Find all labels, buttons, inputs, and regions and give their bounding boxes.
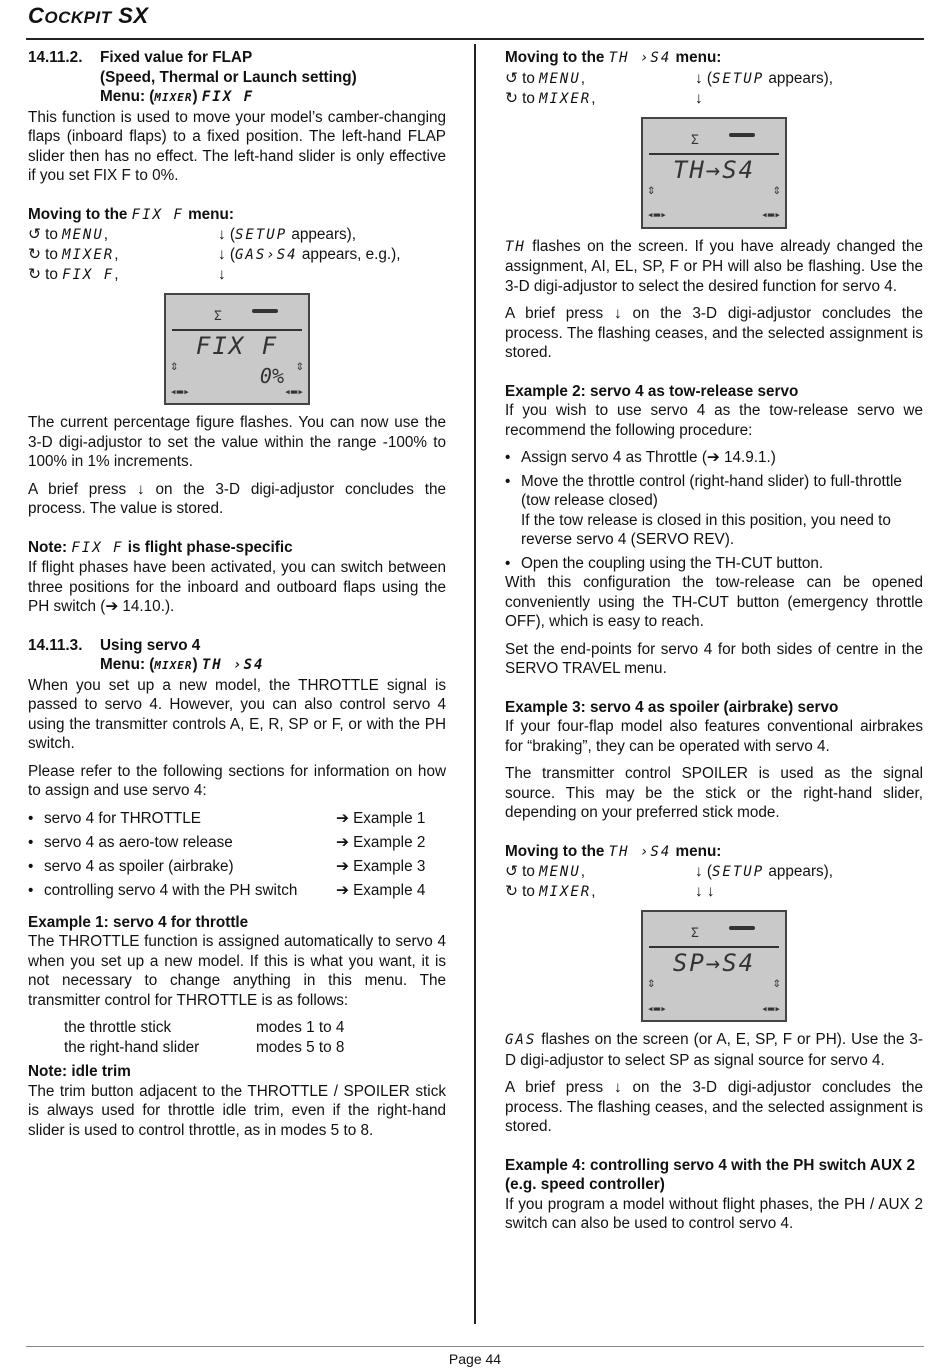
menu-code: FIX F [71,539,124,556]
trim-right-icon: ⇕ [295,358,304,374]
sigma-icon: Σ [691,926,699,941]
down-arrow-icon: ↓ ( [218,246,235,263]
section-heading-14-11-2 [28,48,446,68]
menu-code: TH ›S4 [608,50,672,66]
trim-left-icon: ⇕ [170,358,179,374]
lcd-code: MENU [539,864,581,880]
right-column [505,48,923,1234]
section-menu-line [28,655,446,676]
paragraph: With this configuration the tow-release can be opened conveniently using the TH-CUT button (emergency throttle OFF), which is easy to reach. [505,574,923,630]
note-rest: is flight phase-specific [123,538,293,556]
nav-step [505,862,923,882]
paragraph: A brief press ↓ on the 3-D digi-adjustor concludes the process. The flashing ceases, and the selected assignment is stored. [505,305,923,361]
nav-step-right [695,89,703,109]
moving-label: Moving to the [505,49,609,66]
nav-step-left [505,89,695,109]
note-label: Note: [28,538,72,556]
lcd-code: MENU [539,70,581,87]
lcd-divider [172,329,302,331]
footer-rule [26,1346,924,1347]
menu-mixer-code: MIXER [154,91,193,104]
mode-row [28,1038,446,1058]
rotate-icon-label: ↻ to [505,89,540,107]
nav-step-right [218,225,356,245]
section-number: 14.11.3. [28,636,83,654]
moving-heading [28,205,446,226]
menu-code: FIX F [131,206,184,223]
example-4-heading: Example 4: controlling servo 4 with the PH switch AUX 2 [505,1156,915,1174]
lcd-code: GAS›S4 [235,247,298,263]
mode-range: modes 5 to 8 [256,1039,345,1056]
nav-step-right [218,245,400,265]
mode-range: modes 1 to 4 [256,1019,345,1036]
mode-control: the right-hand slider [64,1039,200,1056]
example-text: servo 4 as aero-tow release [44,833,233,851]
paragraph: When you set up a new model, the THROTTLE signal is passed to servo 4. However, you can also control servo 4 using the transmitter controls A, E, R, SP or F, or with the PH switch. [28,676,446,752]
sigma-icon: Σ [691,132,699,148]
example-3-heading: Example 3: servo 4 as spoiler (airbrake) servo [505,698,839,716]
down-arrow-icon: ↓ [218,266,226,283]
paragraph: The current percentage figure flashes. You can now use the 3-D digi-adjustor to set the value within the range -100% to 100% in 1% increments. [28,414,446,470]
paragraph: Set the end-points for servo 4 for both sides of centre in the SERVO TRAVEL menu. [505,640,923,677]
section-title: Fixed value for FLAP [100,49,253,66]
header-title-rest: OCKPIT [44,8,112,27]
note-heading [28,538,446,559]
nav-steps [505,862,923,902]
nav-step-right [695,882,715,902]
section-number: 14.11.2. [28,49,83,66]
menu-word: menu: [183,205,234,223]
menu-close: ) [192,88,202,105]
moving-heading [505,48,923,69]
example-list-item [28,857,446,881]
trim-bottom-right-icon: ◂▬▸ [761,1001,781,1015]
rotate-icon-label: ↺ to [28,226,63,243]
example-list-item [28,833,446,857]
nav-step-left [28,225,218,245]
comma: , [114,266,119,283]
nav-step [505,882,923,902]
trim-right-icon: ⇕ [772,975,781,991]
trim-bottom-left-icon: ◂▬▸ [647,1001,667,1015]
bullet-item [505,472,923,550]
trim-left-icon: ⇕ [647,181,656,198]
example-ref: ➔ Example 2 [336,833,426,851]
paragraph: If you program a model without flight phases, the PH / AUX 2 switch can also be used to control servo 4. [505,1195,923,1232]
example-text: servo 4 as spoiler (airbrake) [44,857,234,875]
nav-steps [505,69,923,109]
trim-left-icon: ⇕ [647,975,656,991]
comma: , [580,863,586,880]
nav-step-left [28,245,218,265]
paragraph: A brief press ↓ on the 3-D digi-adjustor concludes the process. The flashing ceases, and the selected assignment is stored. [505,1079,923,1135]
page-number: Page 44 [448,1351,502,1367]
rotate-icon-label: ↺ to [505,863,540,880]
lcd-code: SETUP [235,227,288,243]
menu-word: menu: [671,49,722,66]
bullet-icon: • [28,809,34,827]
mode-row [28,1018,446,1038]
bullet-text: Assign servo 4 as Throttle (➔ 14.9.1.) [521,449,776,466]
nav-step-right [695,69,833,89]
paragraph: The transmitter control SPOILER is used as the signal source. This may be the stick or the right-hand slider, depending on your preferred stick mode. [505,765,923,821]
down-arrow-icon: ↓ ↓ [695,883,715,900]
nav-step-left [505,69,695,89]
lcd-code: FIX F [62,267,115,283]
text-span: flashes on the screen. If you have already changed the assignment, AI, EL, SP, F or PH will also be flashing. Use the 3-D digi-adjustor to select the desired function for servo 4. [505,237,923,295]
lcd-code: MIXER [62,247,115,263]
nav-step-left [505,862,695,882]
trim-bottom-right-icon: ◂▬▸ [284,384,304,398]
left-column [28,48,446,1140]
nav-step-right [218,265,226,285]
example-ref: ➔ Example 1 [336,809,426,827]
lcd-code: SETUP [712,864,765,880]
down-arrow-icon: ↓ ( [695,69,712,87]
lcd-text: FIX F [195,332,279,360]
trim-right-icon: ⇕ [772,181,781,198]
mode-table [28,1018,446,1058]
plane-icon [252,309,278,313]
lcd-code: MIXER [539,90,592,107]
menu-label: Menu: ( [100,656,155,673]
bullet-text [521,472,923,550]
nav-steps [28,225,446,285]
paragraph: If you wish to use servo 4 as the tow-release servo we recommend the following procedure: [505,402,923,439]
page-header [28,3,149,28]
example-ref: ➔ Example 4 [336,881,426,899]
nav-step [505,69,923,89]
menu-word: menu: [671,842,722,860]
text-span: flashes on the screen (or A, E, SP, F or PH). Use the 3-D digi-adjustor to select SP as signal source for servo 4. [505,1031,923,1069]
lcd-text: SP→S4 [672,949,756,977]
rotate-icon-label: ↺ to [505,69,540,87]
header-title-first: C [28,3,45,28]
rotate-icon-label: ↻ to [505,883,540,900]
bullet-icon: • [28,833,34,851]
menu-code: TH ›S4 [201,657,265,673]
example-text: controlling servo 4 with the PH switch [44,881,298,899]
down-arrow-icon: ↓ ( [218,226,235,243]
lcd-text: TH→S4 [672,155,756,184]
down-arrow-icon: ↓ ( [695,863,712,880]
header-title-sx: SX [111,3,149,28]
lcd-value: 0% [259,364,284,388]
bullet-icon: • [28,881,34,899]
lcd-screen-sp-s4 [641,910,787,1022]
column-divider [474,44,476,1324]
bullet-icon: • [505,554,511,572]
text-span: appears), [287,226,357,243]
paragraph: If your four-flap model also features conventional airbrakes for “braking”, they can be operated with servo 4. [505,718,923,755]
moving-label: Moving to the [28,205,132,223]
down-arrow-icon: ↓ [695,89,703,107]
nav-step [505,89,923,109]
comma: , [591,89,596,107]
rotate-icon-label: ↻ to [28,246,63,263]
example-list [28,809,446,905]
lcd-code: GAS [505,1032,537,1048]
sigma-icon: Σ [214,309,222,324]
moving-heading [505,842,923,863]
example-list-item [28,881,446,905]
example-4-subheading: (e.g. speed controller) [505,1176,665,1193]
menu-code: FIX F [201,89,255,105]
lcd-screen-th-s4 [641,117,787,229]
lcd-code: MENU [62,227,104,243]
plane-icon [729,133,755,137]
paragraph [505,237,923,297]
idle-trim-heading: Note: idle trim [28,1063,131,1080]
paragraph: The trim button adjacent to the THROTTLE / SPOILER stick is always used for throttle idle trim, even if the right-hand slider is used to control throttle, as in modes 5 to 8. [28,1082,446,1139]
trim-bottom-left-icon: ◂▬▸ [170,384,190,398]
text-span: on the 3-D digi-adjustor concludes the process. The value is stored. [28,480,446,517]
paragraph: The THROTTLE function is assigned automatically to servo 4 when you set up a new model. If this is what you want, it is not necessary to change anything in this menu. The transmitter control for THROTTLE is as follows: [28,933,446,1009]
bullet-item [505,448,923,468]
example-ref: ➔ Example 3 [336,857,426,875]
comma: , [114,246,119,263]
bullet-icon: • [505,472,511,490]
bullet-icon: • [28,857,34,875]
paragraph: Please refer to the following sections for information on how to assign and use servo 4: [28,762,446,799]
lcd-divider [649,946,779,948]
example-text: servo 4 for THROTTLE [44,809,201,827]
bullet-text-a: Move the throttle control (right-hand slider) to full-throttle (tow release closed) [521,472,902,509]
nav-step-right [695,862,833,882]
header-rule [26,38,924,40]
lcd-divider [649,153,779,155]
menu-label: Menu: ( [100,88,155,105]
bullet-item [505,554,923,574]
lcd-code: TH [505,238,526,255]
example-2-heading: Example 2: servo 4 as tow-release servo [505,382,799,400]
down-arrow-icon: ↓ [137,480,145,498]
text-span: appears), [764,69,834,87]
menu-code: TH ›S4 [608,843,672,860]
paragraph: This function is used to move your model’s camber-changing flaps (inboard flaps) to a fixed position. The left-hand FLAP slider then has no effect. The left-hand slider is only effective if you set FIX F to 0%. [28,108,446,184]
text-span: appears), [764,863,834,880]
lcd-code: SETUP [712,70,765,87]
bullet-icon: • [505,449,511,466]
nav-step [28,225,446,245]
trim-bottom-right-icon: ◂▬▸ [761,208,781,221]
bullet-text: Open the coupling using the TH-CUT button. [521,554,824,572]
lcd-code: MIXER [539,884,592,900]
text-span: appears, e.g.), [297,246,401,263]
bullet-text-b: If the tow release is closed in this position, you need to reverse servo 4 (SERVO REV). [521,511,891,548]
comma: , [580,69,586,87]
paragraph [28,480,446,519]
moving-label: Moving to the [505,842,609,860]
nav-step [28,245,446,265]
nav-step-left [505,882,695,902]
example-list-item [28,809,446,833]
comma: , [591,883,596,900]
nav-step [28,265,446,285]
lcd-screen-fix-f [164,293,310,405]
menu-close: ) [192,656,202,673]
section-title: Using servo 4 [100,636,201,654]
example-1-heading: Example 1: servo 4 for throttle [28,913,249,931]
comma: , [103,226,109,243]
mode-control: the throttle stick [64,1019,172,1036]
menu-mixer-code: MIXER [154,659,193,672]
paragraph [505,1030,923,1070]
rotate-icon-label: ↻ to [28,266,63,283]
trim-bottom-left-icon: ◂▬▸ [647,208,667,221]
nav-step-left [28,265,218,285]
paragraph: If flight phases have been activated, you can switch between three positions for the inboard and outboard flaps using the PH switch (➔ 14.10.). [28,559,446,615]
section-menu-line [28,87,446,108]
plane-icon [729,926,755,930]
text-span: A brief press [28,480,137,498]
section-heading-14-11-3 [28,636,446,656]
section-subtitle: (Speed, Thermal or Launch setting) [100,68,357,86]
